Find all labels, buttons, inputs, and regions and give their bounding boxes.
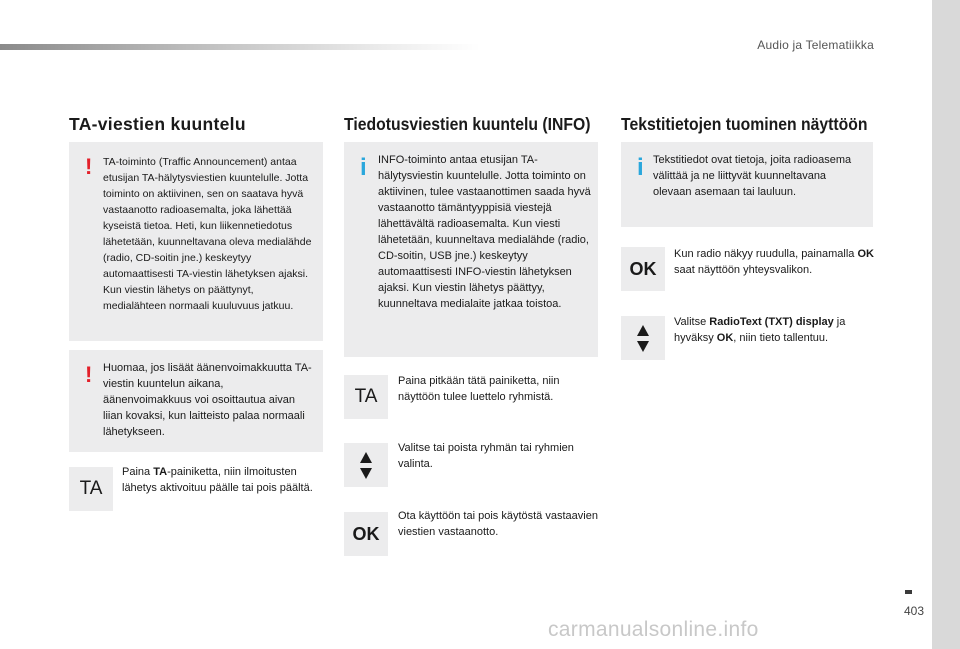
ok-button-context[interactable] — [621, 247, 665, 291]
ta-heading: TA-viestien kuuntelu — [69, 114, 246, 134]
desc-text: saat näyttöön yhteysvalikon. — [674, 264, 813, 276]
section-header: Audio ja Telematiikka — [757, 38, 874, 52]
page-marker — [905, 590, 912, 594]
ta-volume-warning-note — [69, 350, 323, 452]
up-down-arrows-button-text[interactable] — [621, 316, 665, 360]
desc-text: -painiketta, niin ilmoitusten lähetys aktivoituu päälle tai pois päältä. — [122, 466, 313, 494]
arrow-down-icon — [637, 341, 649, 352]
info-heading: Tiedotusviestien kuuntelu (INFO) — [344, 114, 591, 134]
desc-bold: OK — [716, 332, 734, 344]
ta-button-label: TA — [79, 478, 103, 499]
desc-text: Kun radio näkyy ruudulla, painamalla — [674, 248, 858, 260]
info-icon: i — [360, 154, 367, 181]
ta-button-description — [122, 464, 322, 496]
watermark: carmanualsonline.info — [548, 618, 759, 641]
page-edge-strip — [932, 0, 960, 649]
text-info-note — [621, 142, 873, 227]
desc-bold: TA — [153, 466, 168, 478]
ta-volume-warning-text: Huomaa, jos lisäät äänenvoimakkuutta TA-viestin kuuntelun aikana, äänenvoimakkuus voi osoittautua aivan liian kovaksi, kun laitteisto palaa normaali lähetykseen. — [103, 362, 312, 438]
ta-button[interactable] — [69, 467, 113, 511]
ok-button-label: OK — [629, 258, 657, 279]
ok-button-label: OK — [352, 523, 380, 544]
text-info-note-text: Tekstitiedot ovat tietoja, joita radioasema välittää ja ne liittyvät kuunneltavana olevaan asemaan tai lauluun. — [653, 154, 852, 198]
arrow-up-icon — [637, 325, 649, 336]
ta-long-press-button[interactable] — [344, 375, 388, 419]
ta-button-label: TA — [354, 386, 378, 407]
ta-warning-note — [69, 142, 323, 341]
desc-text: Valitse — [674, 316, 710, 328]
ok-context-description — [674, 246, 879, 278]
ok-description: Ota käyttöön tai pois käytöstä vastaavien viestien vastaanotto. — [398, 510, 598, 538]
info-note-text: INFO-toiminto antaa etusijan TA-hälytysviestin kuuntelulle. Jotta toiminto on aktiivinen, tulee vastaanottimen saada hyvä vastaanotto tämäntyyppisiä viestejä lähettävältä radioasemalta. Kun viesti lähetetään, kuunneltava medialähde (radio, CD-soitin, USB jne.) keskeytyy automaattisesti INFO-viestin lähetyksen ajaksi. Kun viestin lähetys päättyy, kuunneltava medialaite jatkaa toistoa. — [378, 154, 591, 310]
desc-text: Paina — [122, 466, 154, 478]
ok-button[interactable] — [344, 512, 388, 556]
arrows-group — [637, 325, 649, 352]
header-gradient-bar — [0, 44, 480, 50]
radiotext-description — [674, 314, 879, 346]
text-info-heading: Tekstitietojen tuominen näyttöön — [621, 114, 868, 134]
warning-icon: ! — [85, 362, 93, 387]
desc-text: , niin tieto tallentuu. — [733, 332, 829, 344]
desc-text: ja hyväksy — [674, 316, 846, 344]
desc-bold: OK — [857, 248, 874, 260]
arrows-description: Valitse tai poista ryhmän tai ryhmien valinta. — [398, 442, 574, 470]
ta-long-press-description: Paina pitkään tätä painiketta, niin näyttöön tulee luettelo ryhmistä. — [398, 375, 560, 403]
page-number: 403 — [903, 604, 924, 618]
warning-icon: ! — [85, 154, 93, 179]
ta-warning-text: TA-toiminto (Traffic Announcement) antaa etusijan TA-hälytysviestien kuuntelulle. Jotta toiminto on aktiivinen, sen on saatava hyvä vastaanotto radioasemalta, joka lähettää kyseistä tietoa. Heti, kun liikennetiedotus lähetetään, kuunneltavana oleva medialähde (radio, CD-soitin jne.) keskeytyy automaattisesti TA-viestin lähetyksen ajaksi. Kun viestin lähetys on päättynyt, medialähteen normaali kuuluvuus jatkuu. — [103, 156, 312, 312]
arrow-up-icon — [360, 452, 372, 463]
info-icon: i — [637, 154, 644, 181]
info-note — [344, 142, 598, 357]
desc-bold: RadioText (TXT) display — [709, 316, 834, 328]
arrows-group — [360, 452, 372, 479]
up-down-arrows-button[interactable] — [344, 443, 388, 487]
arrow-down-icon — [360, 468, 372, 479]
